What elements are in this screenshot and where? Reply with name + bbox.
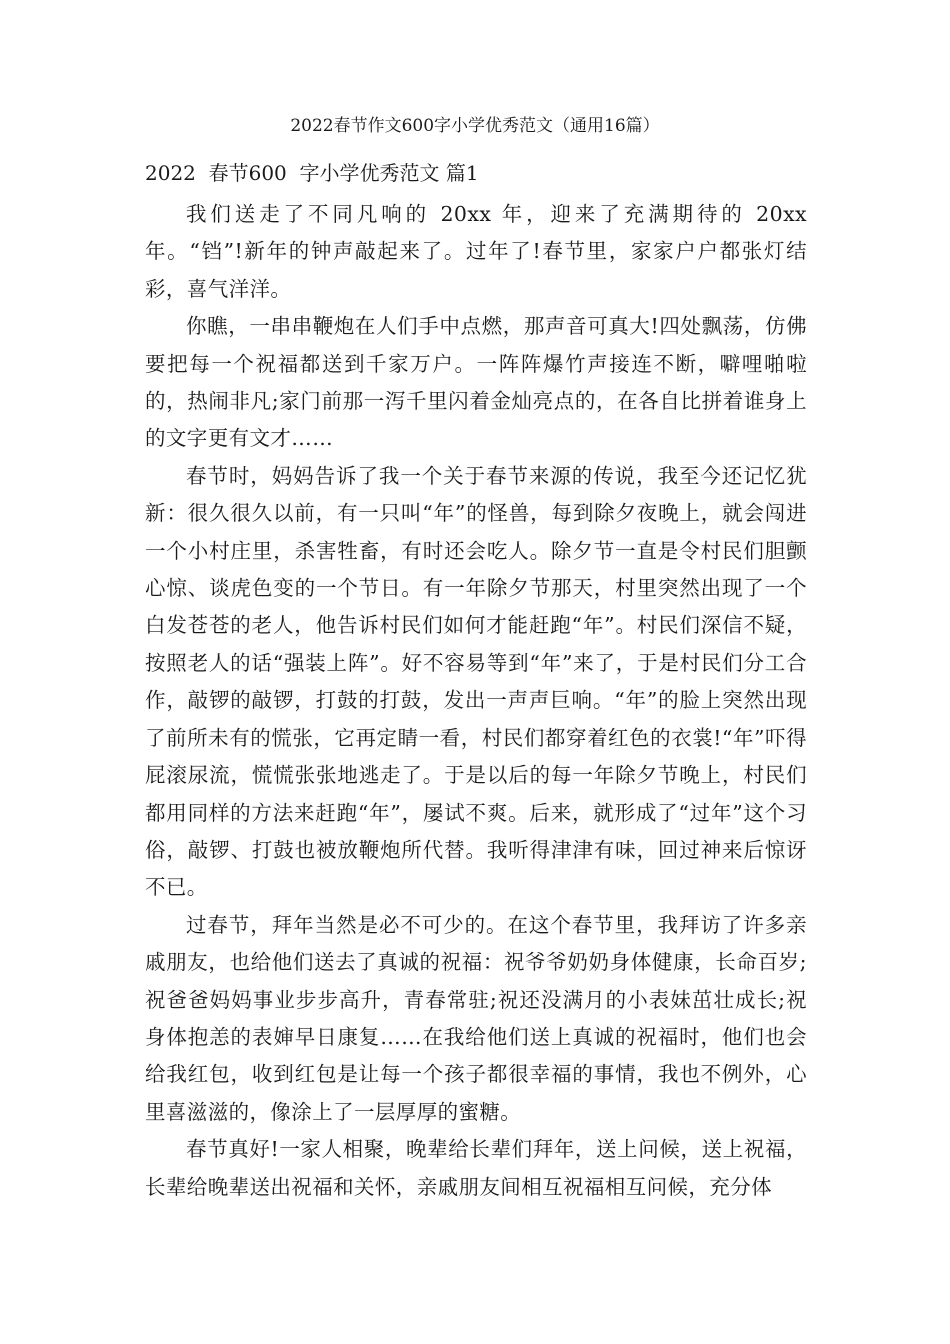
- paragraph-3: 春节时，妈妈告诉了我一个关于春节来源的传说，我至今还记忆犹新：很久很久以前，有一只叫“年”的怪兽，每到除夕夜晚上，就会闯进一个小村庄里，杀害牲畜，有时还会吃人。除夕节一直是令村民们胆颤心惊、谈虎色变的一个节日。有一年除夕节那天，村里突然出现了一个白发苍苍的老人，他告诉村民们如何才能赶跑“年”。村民们深信不疑，按照老人的话“强装上阵”。好不容易等到“年”来了，于是村民们分工合作，敲锣的敲锣，打鼓的打鼓，发出一声声巨响。“年”的脸上突然出现了前所未有的慌张，它再定睛一看，村民们都穿着红色的衣裳!“年”吓得屁滚尿流，慌慌张张地逃走了。于是以后的每一年除夕节晚上，村民们都用同样的方法来赶跑“年”，屡试不爽。后来，就形成了“过年”这个习俗，敲锣、打鼓也被放鞭炮所代替。我听得津津有味，回过神来后惊讶不已。: [145, 463, 807, 900]
- paragraph-4: 过春节，拜年当然是必不可少的。在这个春节里，我拜访了许多亲戚朋友，也给他们送去了真诚的祝福：祝爷爷奶奶身体健康，长命百岁;祝爸爸妈妈事业步步高升，青春常驻;祝还没满月的小表妹茁壮成长;祝身体抱恙的表婶早日康复……在我给他们送上真诚的祝福时，他们也会给我红包，收到红包是让每一个孩子都很幸福的事情，我也不例外，心里喜滋滋的，像涂上了一层厚厚的蜜糖。: [145, 912, 807, 1124]
- paragraph-5: 春节真好!一家人相聚，晚辈给长辈们拜年，送上问候，送上祝福，长辈给晚辈送出祝福和关怀，亲戚朋友间相互祝福相互问候，充分体: [145, 1137, 807, 1199]
- document-title: 2022春节作文600字小学优秀范文（通用16篇）: [290, 116, 660, 136]
- paragraph-2: 你瞧，一串串鞭炮在人们手中点燃，那声音可真大!四处飘荡，仿佛要把每一个祝福都送到千家万户。一阵阵爆竹声接连不断，噼哩啪啦的，热闹非凡;家门前那一泻千里闪着金灿亮点的，在各自比拼着谁身上的文字更有文才……: [145, 314, 807, 451]
- essay-body: [145, 196, 807, 1206]
- section-heading: 2022 春节600 字小学优秀范文 篇1: [145, 161, 479, 185]
- paragraph-1: 我们送走了不同凡响的 20xx 年，迎来了充满期待的 20xx 年。“铛”!新年的钟声敲起来了。过年了!春节里，家家户户都张灯结彩，喜气洋洋。: [145, 202, 807, 301]
